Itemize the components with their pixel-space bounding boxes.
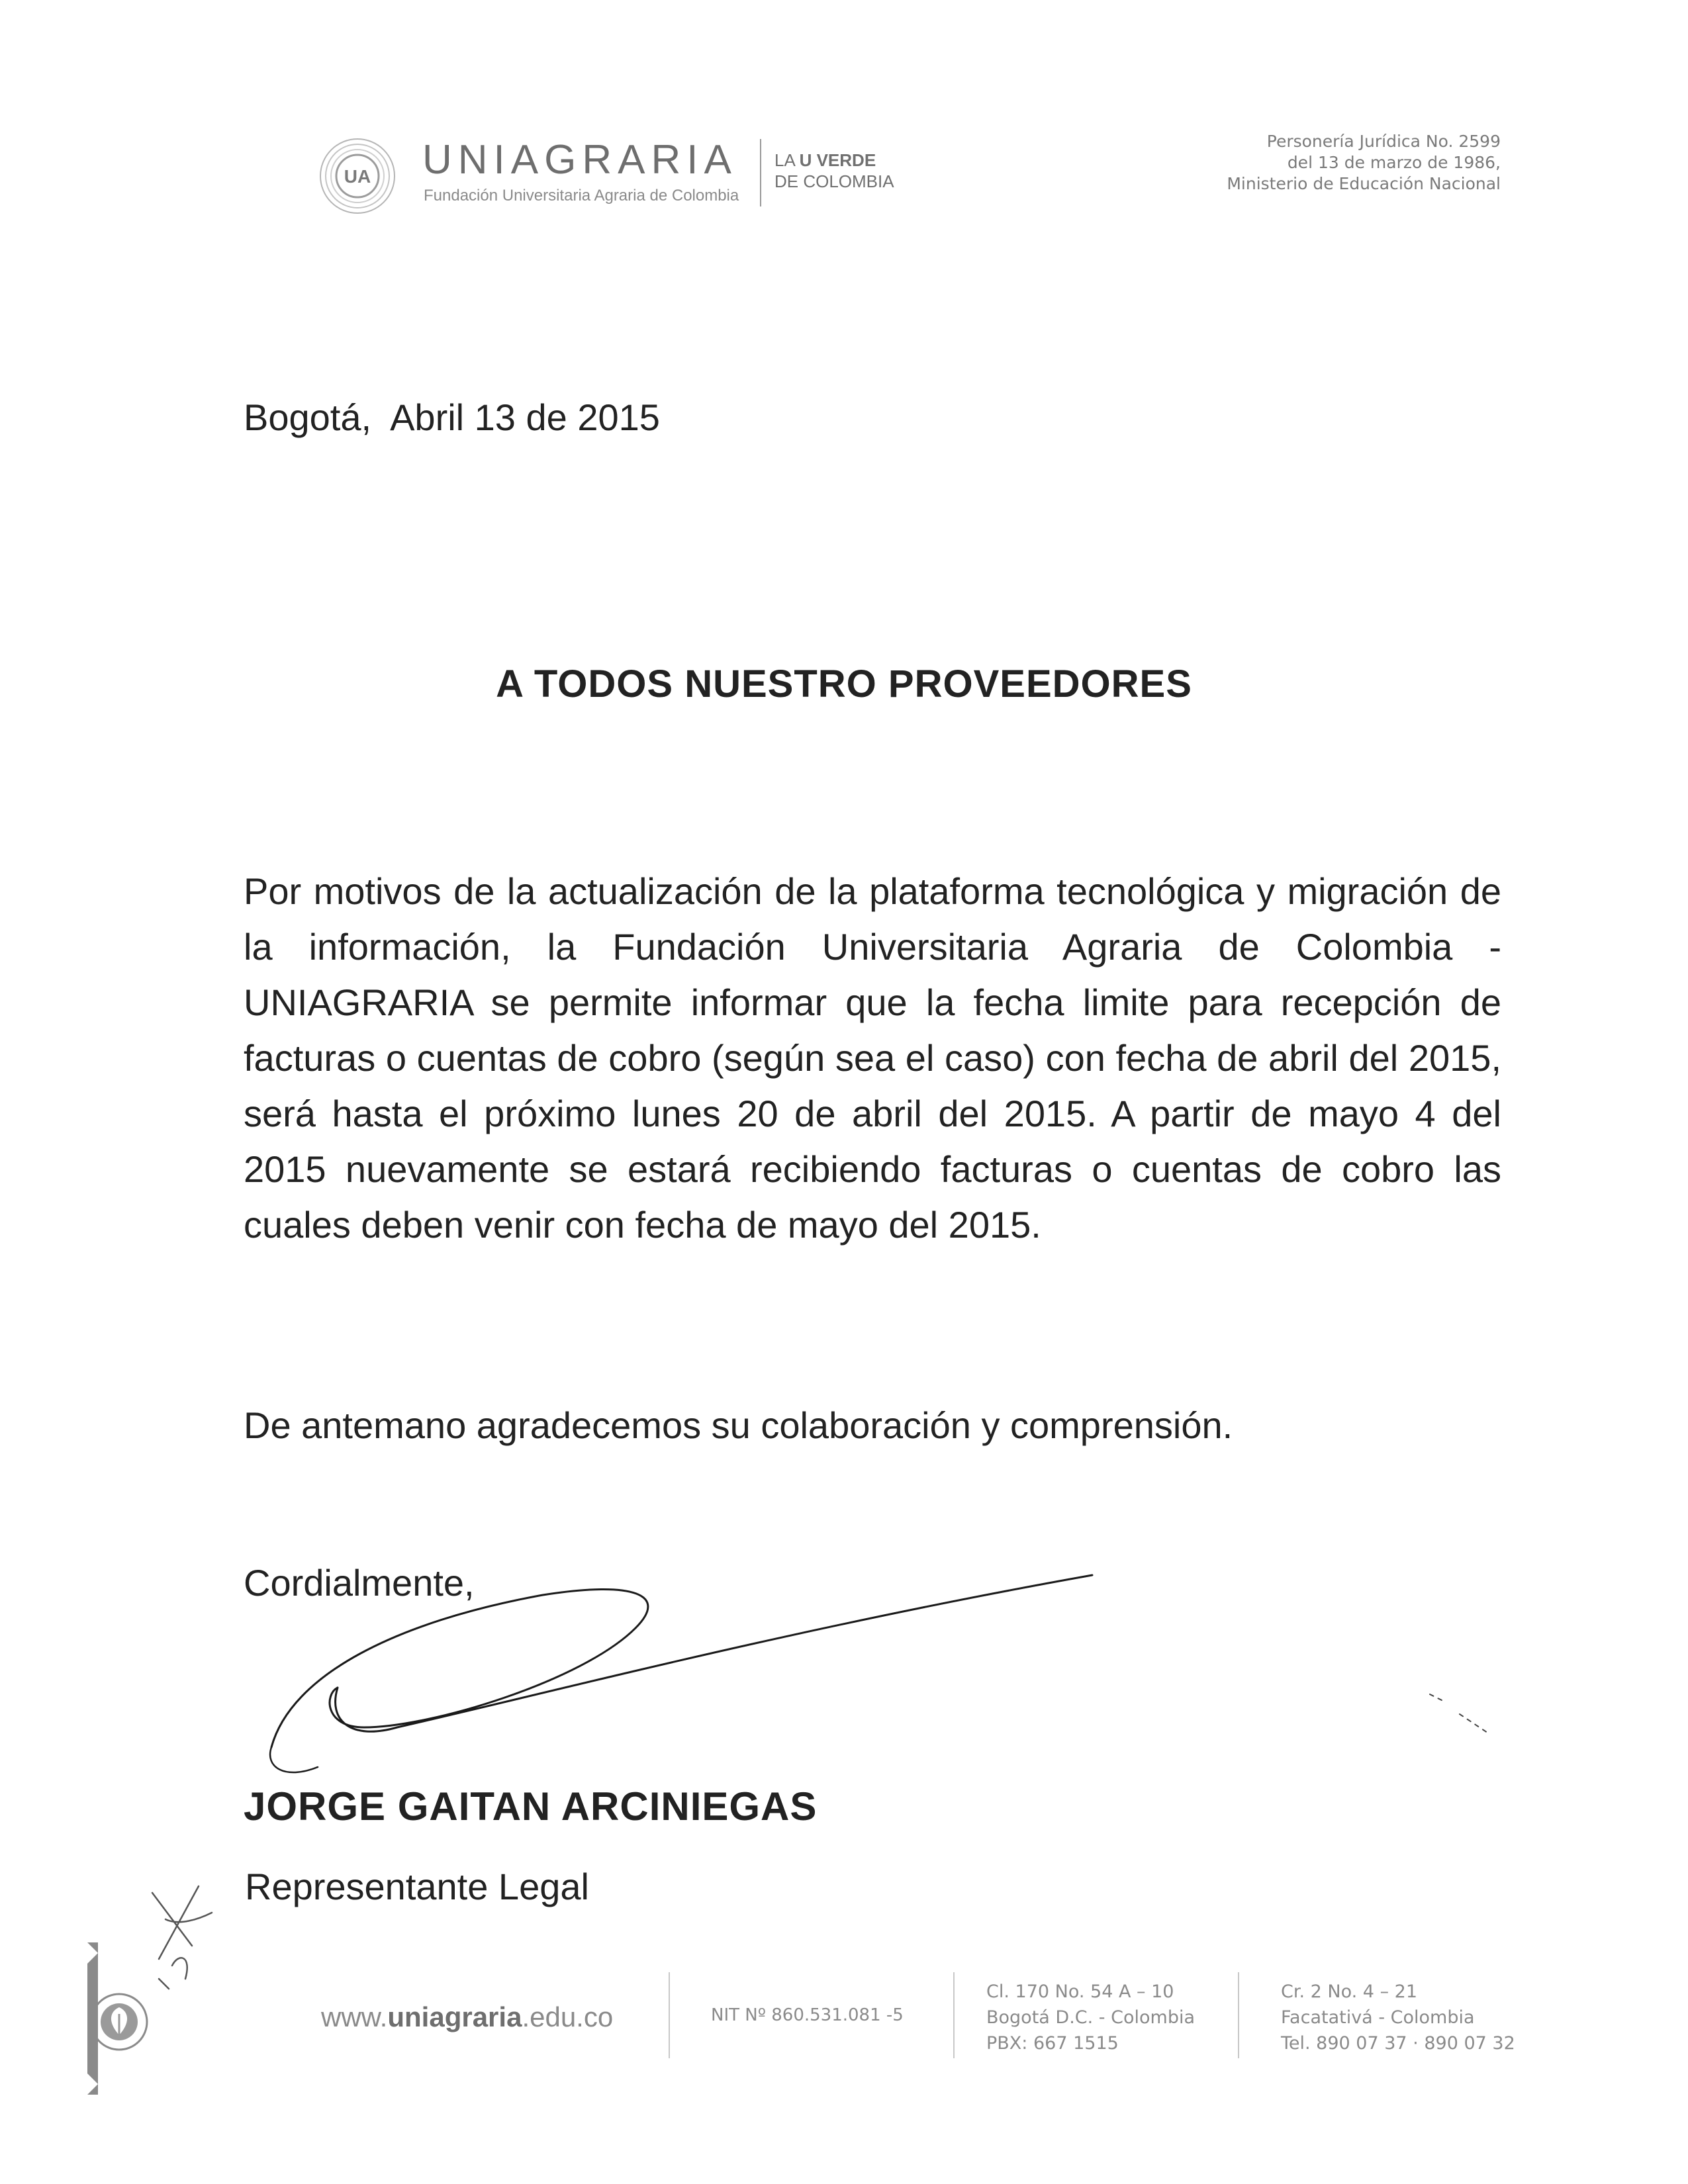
- address-line: Cr. 2 No. 4 – 21: [1281, 1981, 1418, 2002]
- signer-name: JORGE GAITAN ARCINIEGAS: [244, 1784, 818, 1829]
- legal-registration: [1227, 131, 1501, 195]
- brand-subtitle: Fundación Universitaria Agraria de Colombia: [424, 187, 739, 205]
- legal-line: Ministerio de Educación Nacional: [1227, 174, 1501, 193]
- web-suffix: .edu.co: [522, 2001, 614, 2032]
- tagline: [774, 150, 894, 192]
- tagline-line2: DE COLOMBIA: [774, 171, 894, 191]
- footer-address-facatativa: [1281, 1979, 1515, 2056]
- footer-divider: [669, 1972, 670, 2058]
- legal-line: del 13 de marzo de 1986,: [1287, 153, 1501, 172]
- tagline-bold: U VERDE: [799, 150, 876, 170]
- address-line: Tel. 890 07 37 · 890 07 32: [1281, 2033, 1515, 2054]
- ua-seal-icon: [318, 136, 397, 216]
- footer-website: [321, 2001, 613, 2033]
- footer-nit: NIT Nº 860.531.081 -5: [711, 2005, 904, 2025]
- institution-logo: [318, 130, 914, 222]
- legal-line: Personería Jurídica No. 2599: [1266, 132, 1501, 151]
- address-line: Facatativá - Colombia: [1281, 2007, 1475, 2028]
- handwritten-signature: [265, 1529, 1125, 1807]
- stray-pen-mark: [1423, 1684, 1503, 1744]
- brand-name: UNIAGRARIA: [422, 137, 737, 183]
- salutation: Cordialmente,: [244, 1562, 475, 1604]
- signer-role: Representante Legal: [245, 1866, 589, 1907]
- footer: [0, 1959, 1688, 2071]
- web-prefix: www.: [321, 2001, 388, 2032]
- footer-address-bogota: [986, 1979, 1195, 2056]
- brand-divider: [760, 139, 761, 206]
- address-line: Cl. 170 No. 54 A – 10: [986, 1981, 1174, 2002]
- footer-divider: [1238, 1972, 1239, 2058]
- address-line: Bogotá D.C. - Colombia: [986, 2007, 1196, 2028]
- letter-body: Por motivos de la actualización de la plataforma tecnológica y migración de la información, la Fundación Universitaria Agraria de Colombia - UNIAGRARIA se permite informar que la fecha limite para recepción de facturas o cuentas de cobro (según sea el caso) con fecha de abril del 2015, será hasta el próximo lunes 20 de abril del 2015. A partir de mayo 4 del 2015 nuevamente se estará recibiendo facturas o cuentas de cobro las cuales deben venir con fecha de mayo del 2015.: [244, 870, 1501, 1246]
- letter-date: Bogotá, Abril 13 de 2015: [244, 396, 660, 438]
- letter-subject: A TODOS NUESTRO PROVEEDORES: [496, 662, 1192, 705]
- closing-thanks: De antemano agradecemos su colaboración y comprensión.: [244, 1404, 1233, 1446]
- web-bold: uniagraria: [387, 2001, 522, 2032]
- address-line: PBX: 667 1515: [986, 2033, 1119, 2054]
- logo-initials: UA: [344, 166, 371, 187]
- tagline-prefix: LA: [774, 150, 800, 170]
- footer-divider: [953, 1972, 955, 2058]
